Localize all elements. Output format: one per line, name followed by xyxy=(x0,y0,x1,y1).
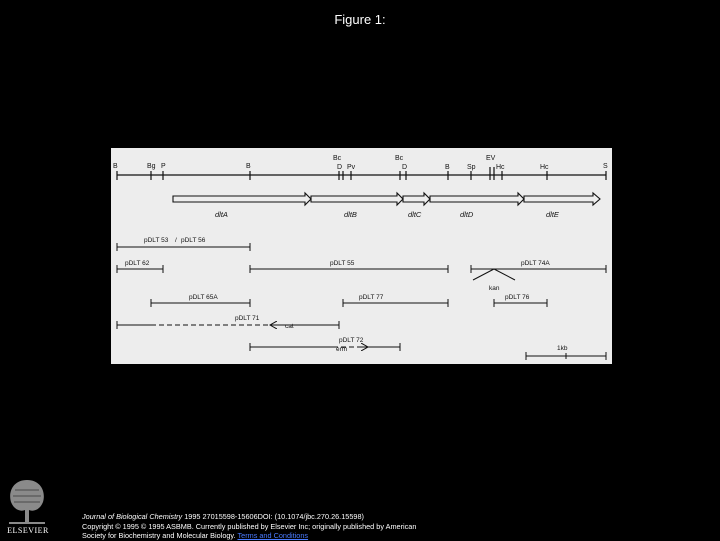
gene-label-dlte: dltE xyxy=(546,210,559,219)
site-label: EV xyxy=(486,155,496,162)
plasmid-label: pDLT 53 xyxy=(144,237,169,244)
society-line xyxy=(82,531,512,541)
terms-and-conditions-link[interactable]: Terms and Conditions xyxy=(237,531,309,541)
plasmid-label: pDLT 74A xyxy=(521,260,550,267)
site-label: Pv xyxy=(347,164,356,171)
gene-label-dltb: dltB xyxy=(344,210,357,219)
gene-label-dlta: dltA xyxy=(215,210,228,219)
site-label: S xyxy=(603,163,608,170)
site-label: B xyxy=(246,163,251,170)
site-label: D xyxy=(402,164,408,171)
slide-title: Figure 1: xyxy=(334,12,386,27)
site-label: Bc xyxy=(333,155,342,162)
citation-block xyxy=(82,512,512,541)
dlt-operon-restriction-map xyxy=(111,148,612,364)
elsevier-wordmark: ELSEVIER xyxy=(7,526,49,535)
site-label: B xyxy=(445,164,450,171)
plasmid-label: pDLT 55 xyxy=(330,260,355,267)
plasmid-label: pDLT 56 xyxy=(181,237,206,244)
gene-arrow-dlte xyxy=(524,193,600,205)
citation-details: 1995 27015598-15606DOI: (10.1074/jbc.270.26.15598) xyxy=(182,512,364,521)
plasmid-label: pDLT 76 xyxy=(505,294,530,301)
site-label: Hc xyxy=(540,164,549,171)
society-text: Society for Biochemistry and Molecular Biology. xyxy=(82,531,236,541)
site-label: Hc xyxy=(496,164,505,171)
site-label: B xyxy=(113,163,118,170)
gene-arrow-dltb xyxy=(311,193,403,205)
site-label: Sp xyxy=(467,164,476,171)
copyright-line: Copyright © 1995 © 1995 ASBMB. Currently published by Elsevier Inc; originally published by American xyxy=(82,521,417,531)
gene-arrow-dlta xyxy=(173,193,311,205)
site-label: Bc xyxy=(395,155,404,162)
gene-arrow-dltd xyxy=(430,193,524,205)
plasmid-label: pDLT 72 xyxy=(339,337,364,344)
figure-panel xyxy=(111,148,612,364)
site-label: D xyxy=(337,164,343,171)
marker-label-cat: cat xyxy=(285,323,294,330)
plasmid-label: pDLT 62 xyxy=(125,260,150,267)
scale-bar-label: 1kb xyxy=(557,345,568,352)
citation-line xyxy=(82,512,512,522)
gene-label-dltd: dltD xyxy=(460,210,474,219)
site-label: P xyxy=(161,163,166,170)
restriction-map-line xyxy=(117,167,606,180)
gene-label-dltc: dltC xyxy=(408,210,422,219)
gene-arrow-dltc xyxy=(403,193,430,205)
marker-label-erm: erm xyxy=(336,346,348,353)
plasmid-label: pDLT 77 xyxy=(359,294,384,301)
marker-label-kan: kan xyxy=(489,285,500,292)
plasmid-label-separator: / xyxy=(175,237,177,244)
plasmid-label: pDLT 65A xyxy=(189,294,218,301)
plasmid-label: pDLT 71 xyxy=(235,315,260,322)
site-label: Bg xyxy=(147,163,156,170)
journal-name: Journal of Biological Chemistry xyxy=(82,512,183,521)
